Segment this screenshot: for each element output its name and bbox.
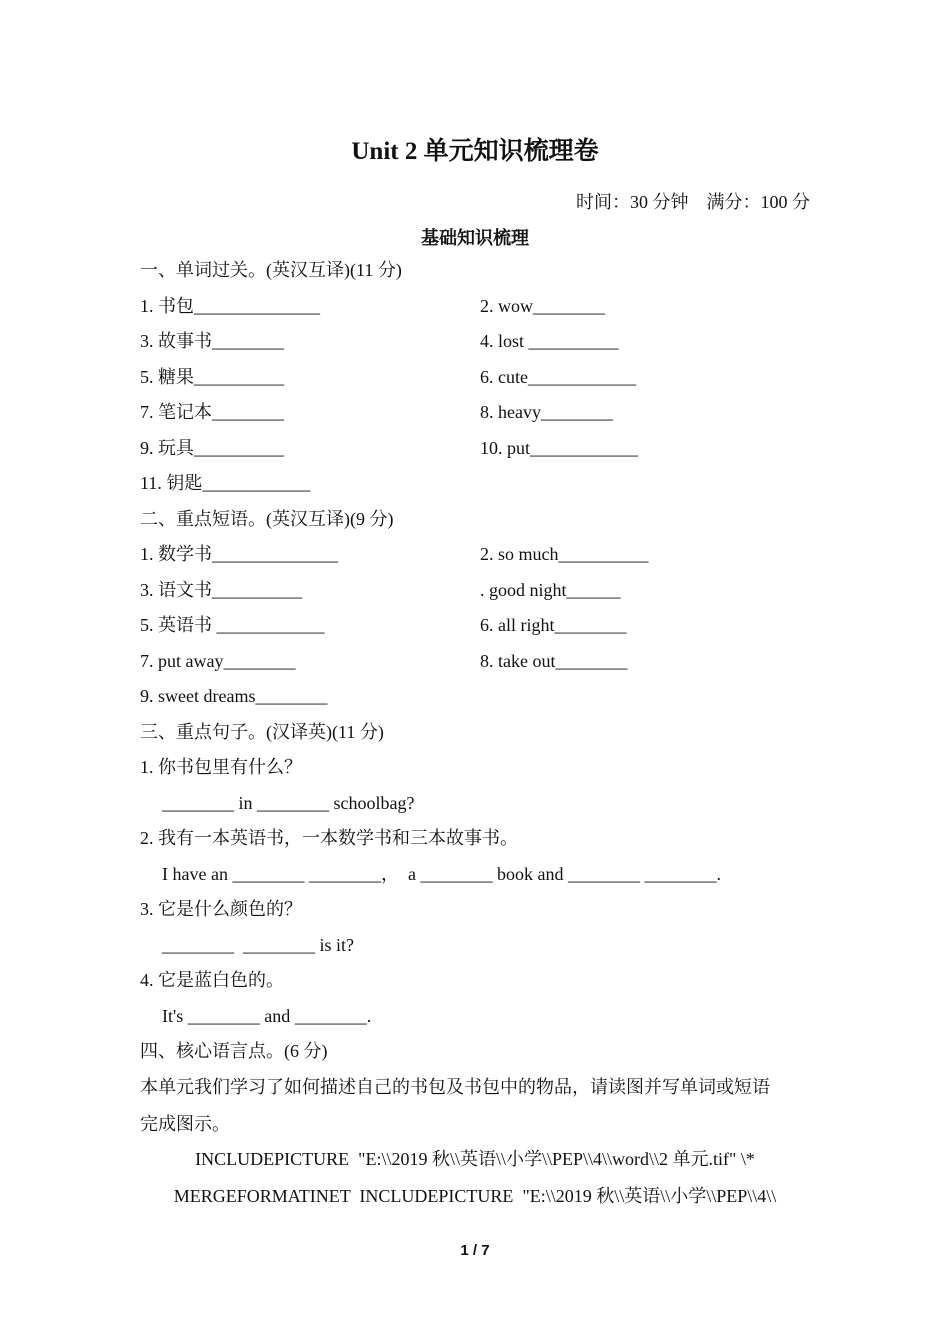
question-1: 1. 你书包里有什么？ [140,757,302,777]
section1-item: 4. lost __________ [480,331,619,351]
section1-item: 3. 故事书________ [140,331,284,351]
section1-item: 10. put____________ [480,438,639,458]
section4-instruction: 本单元我们学习了如何描述自己的书包及书包中的物品，请读图并写单词或短语 [140,1077,770,1097]
question-4: 4. 它是蓝白色的。 [140,970,284,990]
section2-item: 7. put away________ [140,651,296,671]
question-3: 3. 它是什么颜色的？ [140,899,302,919]
answer-3: ________ ________ is it? [162,935,354,955]
section2-item: 5. 英语书 ____________ [140,615,325,635]
section2-item: . good night______ [480,580,621,600]
section1-item: 11. 钥匙____________ [140,473,311,493]
section2-item: 1. 数学书______________ [140,544,338,564]
section2-item: 9. sweet dreams________ [140,686,328,706]
section2-item: 8. take out________ [480,651,628,671]
answer-2: I have an ________ ________， a ________ book and ________ ________. [162,864,721,884]
field-code-line: INCLUDEPICTURE "E:\\2019 秋\\英语\\小学\\PEP\\4\\word\\2 单元.tif" \* [195,1149,755,1169]
question-2: 2. 我有一本英语书，一本数学书和三本故事书。 [140,828,518,848]
answer-4: It's ________ and ________. [162,1006,372,1026]
section1-item: 8. heavy________ [480,402,613,422]
section4-instruction-cont: 完成图示。 [140,1114,230,1134]
answer-1: ________ in ________ schoolbag? [162,793,415,813]
section2-item: 2. so much__________ [480,544,649,564]
section3-heading: 三、重点句子。(汉译英)(11 分) [140,722,384,742]
section1-item: 9. 玩具__________ [140,438,284,458]
section4-heading: 四、核心语言点。(6 分) [140,1041,328,1061]
section1-item: 2. wow________ [480,296,605,316]
field-code-line: MERGEFORMATINET INCLUDEPICTURE "E:\\2019 秋\\英语\\小学\\PEP\\4\\ [173,1186,777,1206]
section1-item: 1. 书包______________ [140,296,320,316]
section1-item: 6. cute____________ [480,367,636,387]
page-title: Unit 2 单元知识梳理卷 [351,138,599,165]
section-subheading: 基础知识梳理 [421,228,529,248]
section2-item: 6. all right________ [480,615,627,635]
section1-item: 5. 糖果__________ [140,367,284,387]
page-number: 1 / 7 [460,1242,490,1259]
section2-heading: 二、重点短语。(英汉互译)(9 分) [140,509,394,529]
section1-heading: 一、单词过关。(英汉互译)(11 分) [140,260,402,280]
section2-item: 3. 语文书__________ [140,580,302,600]
exam-meta: 时间：30 分钟 满分：100 分 [576,192,810,212]
section1-item: 7. 笔记本________ [140,402,284,422]
